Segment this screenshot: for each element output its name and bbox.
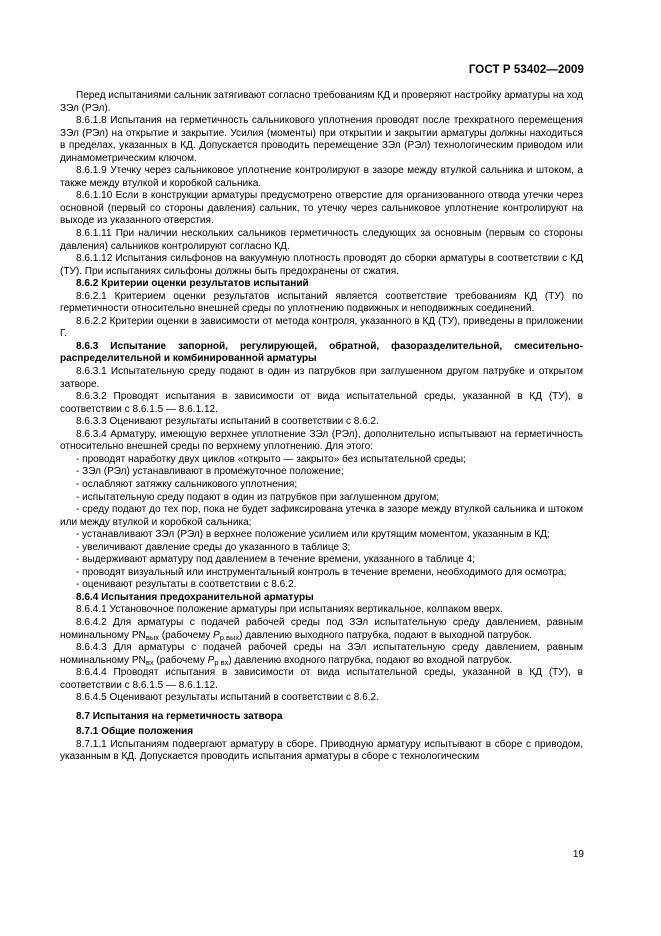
paragraph <box>60 165 583 190</box>
paragraph-text: 8.6.3.1 Испытательную среду подают в один из патрубков при заглушенном другом патрубке и открытом затворе. <box>60 366 583 390</box>
section-heading <box>60 592 583 605</box>
paragraph <box>60 115 583 165</box>
paragraph <box>60 739 583 764</box>
paragraph-text: ) давлению входного патрубка, подают во входной патрубок. <box>228 654 513 666</box>
paragraph <box>60 90 583 115</box>
paragraph-text: 8.6.4.2 Для арматуры с подачей рабочей среды под ЗЭл испытательную среду давлением, равным номинальному PN <box>60 616 583 641</box>
paragraph-text: 8.6.3.3 Оценивают результаты испытаний в соответствии с 8.6.2. <box>76 416 379 428</box>
paragraph-text: ) давлению выходного патрубка, подают в выходной патрубок. <box>239 629 532 641</box>
paragraph <box>60 642 583 667</box>
paragraph-text: 8.7.1.1 Испытаниям подвергают арматуру в сборе. Приводную арматуру испытывают в сборе с приводом, указанным в КД. Допускается проводить испытания арматуры в сборе с технологическим <box>60 738 583 763</box>
paragraph <box>60 429 583 454</box>
paragraph <box>60 479 583 492</box>
paragraph <box>60 391 583 416</box>
paragraph-text: 8.6.3 Испытание запорной, регулирующей, обратной, фазоразделительной, смесительно-распределительной и комбинированной арматуры <box>60 340 583 365</box>
paragraph-text: - проводят визуальный или инструментальный контроль в течение времени, необходимого для осмотра; <box>76 566 567 578</box>
paragraph <box>60 692 583 705</box>
subscript: вых <box>145 632 159 642</box>
paragraph-text: 8.6.4.3 Для арматуры с подачей рабочей среды на ЗЭл испытательную среду давлением, равным номинальному PN <box>60 642 583 666</box>
paragraph-text: 8.6.3.2 Проводят испытания в зависимости от вида испытательной среды, указанной в КД (ТУ), в соответствии с 8.6.1.5 — 8.6.1.12. <box>60 391 583 415</box>
paragraph <box>60 667 583 692</box>
paragraph-text: - среду подают до тех пор, пока не будет зафиксирована утечка в зазоре между втулкой сальника и штоком или между втулкой и коробкой сальника; <box>60 504 583 528</box>
paragraph-text: - оценивают результаты в соответствии с 8.6.2. <box>76 579 297 591</box>
italic-symbol: P <box>213 629 220 641</box>
paragraph <box>60 554 583 567</box>
paragraph-text: 8.6.1.11 При наличии нескольких сальников герметичность следующих за основным (первым со стороны давления) сальников контролируют согласно КД. <box>60 228 583 252</box>
paragraph-text: - ослабляют затяжку сальникового уплотнения; <box>76 478 298 490</box>
paragraph-text: Перед испытаниями сальник затягивают согласно требованиям КД и проверяют настройку арматуры на ход ЗЭл (РЭл). <box>60 90 583 114</box>
paragraph-text: 8.6.4.5 Оценивают результаты испытаний в соответствии с 8.6.2. <box>76 692 379 704</box>
paragraph <box>60 542 583 555</box>
paragraph-text: - испытательную среду подают в один из патрубков при заглушенном другом; <box>76 491 440 503</box>
paragraph-text: 8.6.4.4 Проводят испытания в зависимости от вида испытательной среды, указанной в КД (ТУ), в соответствии с 8.6.1.5 — 8.6.1.12. <box>60 667 583 691</box>
paragraph <box>60 567 583 580</box>
paragraph <box>60 529 583 542</box>
paragraph-text: 8.6.4.1 Установочное положение арматуры при испытаниях вертикальное, колпаком вверх. <box>76 604 503 616</box>
paragraph-text: (рабочему <box>158 629 214 641</box>
subscript: р вх <box>214 657 229 667</box>
paragraph <box>60 604 583 617</box>
paragraph-text: 8.6.1.10 Если в конструкции арматуры предусмотрено отверстие для организованного отвода утечки через основной (первый со стороны давления) сальник, то утечку через сальниковое уплотнение контролируют на выходе из указанного отверстия. <box>60 190 583 227</box>
paragraph <box>60 190 583 228</box>
paragraph-text: - выдерживают арматуру под давлением в течение времени, указанного в таблице 4; <box>76 554 476 566</box>
paragraph <box>60 466 583 479</box>
paragraph-text: 8.6.1.12 Испытания сильфонов на вакуумную плотность проводят до сборки арматуры в соответствии с КД (ТУ). При испытаниях сильфоны должны быть предохранены от сжатия. <box>60 253 583 277</box>
document-header: ГОСТ Р 53402—2009 <box>468 64 584 76</box>
paragraph-text: 8.6.2 Критерии оценки результатов испытаний <box>76 278 309 290</box>
subscript: р.вых <box>219 632 240 642</box>
paragraph-text: - увеличивают давление среды до указанного в таблице 3; <box>76 541 351 553</box>
paragraph <box>60 504 583 529</box>
paragraph-text: - ЗЭл (РЭл) устанавливают в промежуточное положение; <box>76 466 344 478</box>
paragraph <box>60 228 583 253</box>
paragraph-text: (рабочему <box>153 654 208 666</box>
section-heading <box>60 341 583 366</box>
subscript: вх <box>145 657 154 667</box>
paragraph-text: 8.6.1.8 Испытания на герметичность сальникового уплотнения проводят после трехкратного перемещения ЗЭл (РЭл) на открытие и закрытие. Усилия (моменты) при открытии и закрытии арматуры должны находиться в пределах, указанных в КД. Допускается проводить перемещение ЗЭл (РЭл) технологическим приводом или динамометрическим ключом. <box>60 115 583 164</box>
paragraph-text: - проводят наработку двух циклов «открыто — закрыто» без испытательной среды; <box>76 453 466 465</box>
paragraph-text: 8.6.3.4 Арматуру, имеющую верхнее уплотнение ЗЭл (РЭл), дополнительно испытывают на герметичность относительно внешней среды по верхнему уплотнению. Для этого: <box>60 428 583 453</box>
paragraph <box>60 617 583 642</box>
paragraph-text: 8.6.4 Испытания предохранительной арматуры <box>76 591 314 603</box>
paragraph <box>60 253 583 278</box>
paragraph-text: 8.7.1 Общие положения <box>76 726 194 738</box>
paragraph <box>60 416 583 429</box>
section-heading <box>60 711 583 724</box>
paragraph-text: 8.7 Испытания на герметичность затвора <box>76 710 283 722</box>
document-body <box>60 90 583 764</box>
paragraph-text: - устанавливают ЗЭл (РЭл) в верхнее положение усилием или крутящим моментом, указанным в КД; <box>76 529 550 541</box>
paragraph <box>60 316 583 341</box>
paragraph <box>60 492 583 505</box>
section-heading <box>60 278 583 291</box>
italic-symbol: P <box>207 654 215 666</box>
paragraph <box>60 454 583 467</box>
paragraph <box>60 579 583 592</box>
section-heading <box>60 726 583 739</box>
paragraph <box>60 366 583 391</box>
paragraph-text: 8.6.2.2 Критерии оценки в зависимости от метода контроля, указанного в КД (ТУ), приведены в приложении Г. <box>60 315 583 340</box>
paragraph-text: 8.6.1.9 Утечку через сальниковое уплотнение контролируют в зазоре между втулкой сальника и штоком, а также между втулкой и коробкой сальника. <box>60 165 583 189</box>
paragraph-text: 8.6.2.1 Критерием оценки результатов испытаний является соответствие требованиям КД (ТУ) по герметичности относительно внешней среды по уплотнению подвижных и неподвижных соединений. <box>60 290 583 315</box>
paragraph <box>60 291 583 316</box>
page-number: 19 <box>572 849 584 860</box>
